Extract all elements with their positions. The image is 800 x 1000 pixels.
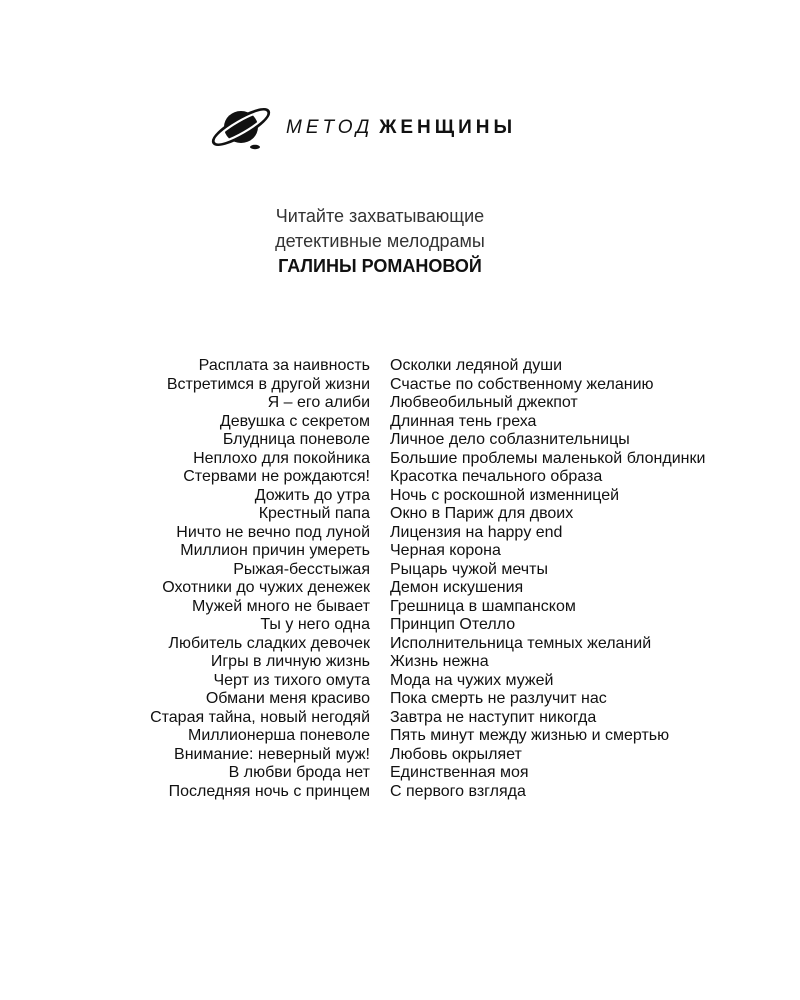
book-title: Мода на чужих мужей bbox=[390, 671, 554, 689]
book-title: Ничто не вечно под луной bbox=[176, 523, 370, 541]
book-title: Демон искушения bbox=[390, 579, 524, 596]
book-title: Рыцарь чужой мечты bbox=[390, 560, 548, 578]
book-title: Осколки ледяной души bbox=[390, 357, 562, 374]
book-title: Расплата за наивность bbox=[198, 357, 370, 374]
book-title: Пока смерть не разлучит нас bbox=[390, 690, 607, 707]
planet-logo-icon bbox=[208, 103, 278, 153]
book-title: С первого взгляда bbox=[390, 782, 526, 800]
book-title: Черт из тихого омута bbox=[213, 671, 370, 689]
book-title: Последняя ночь с принцем bbox=[168, 782, 370, 800]
book-title: Игры в личную жизнь bbox=[210, 653, 370, 670]
series-name-word2: ЖЕНЩИНЫ bbox=[379, 117, 517, 138]
book-title: Принцип Отелло bbox=[390, 616, 516, 633]
book-title: Охотники до чужих денежек bbox=[162, 579, 370, 596]
book-title: Грешница в шампанском bbox=[390, 597, 576, 615]
book-title: Пять минут между жизнью и смертью bbox=[390, 727, 670, 744]
book-title: Дожить до утра bbox=[254, 486, 370, 504]
book-title: Любовь окрыляет bbox=[390, 745, 522, 763]
series-name bbox=[286, 117, 516, 139]
book-title: Черная корона bbox=[390, 542, 501, 559]
book-title: Лицензия на happy end bbox=[390, 523, 563, 541]
book-title: Крестный папа bbox=[258, 505, 370, 522]
book-title: Миллионерша поневоле bbox=[188, 727, 370, 744]
author-name: ГАЛИНЫ РОМАНОВОЙ bbox=[278, 256, 482, 276]
book-title: Внимание: неверный муж! bbox=[174, 745, 370, 763]
book-title: Старая тайна, новый негодяй bbox=[150, 708, 370, 726]
book-title: Счастье по собственному желанию bbox=[390, 375, 654, 393]
book-title: Ты у него одна bbox=[260, 616, 370, 633]
book-title: Обмани меня красиво bbox=[205, 690, 370, 707]
book-title: В любви брода нет bbox=[228, 764, 370, 781]
book-title: Мужей много не бывает bbox=[192, 597, 370, 615]
book-title: Единственная моя bbox=[390, 764, 529, 781]
series-name-word1: МЕТОД bbox=[286, 117, 374, 138]
book-title: Длинная тень греха bbox=[390, 412, 537, 430]
book-title: Жизнь нежна bbox=[390, 653, 489, 670]
book-title: Завтра не наступит никогда bbox=[390, 708, 597, 726]
book-title: Стервами не рождаются! bbox=[183, 468, 370, 485]
book-title: Красотка печального образа bbox=[390, 468, 603, 485]
book-title: Встретимся в другой жизни bbox=[166, 375, 370, 393]
book-title: Окно в Париж для двоих bbox=[390, 505, 574, 522]
titles-right-column bbox=[390, 357, 705, 801]
book-title: Рыжая-бесстыжая bbox=[233, 560, 370, 578]
book-title: Любитель сладких девочек bbox=[168, 634, 370, 652]
titles-left-column bbox=[150, 357, 370, 801]
book-title: Большие проблемы маленькой блондинки bbox=[390, 449, 706, 467]
series-logo bbox=[208, 100, 516, 156]
book-title: Миллион причин умереть bbox=[180, 542, 370, 559]
book-title: Исполнительница темных желаний bbox=[390, 634, 652, 652]
book-title: Девушка с секретом bbox=[219, 412, 370, 430]
book-title: Блудница поневоле bbox=[222, 431, 370, 448]
book-title: Ночь с роскошной изменницей bbox=[390, 486, 620, 504]
book-title: Любвеобильный джекпот bbox=[390, 394, 578, 411]
book-title: Личное дело соблазнительницы bbox=[390, 431, 630, 448]
intro-line-2: детективные мелодрамы bbox=[275, 231, 485, 251]
book-title: Я – его алиби bbox=[267, 394, 370, 411]
intro-line-1: Читайте захватывающие bbox=[275, 206, 485, 226]
intro-block bbox=[0, 204, 760, 279]
book-title: Неплохо для покойника bbox=[193, 449, 370, 467]
